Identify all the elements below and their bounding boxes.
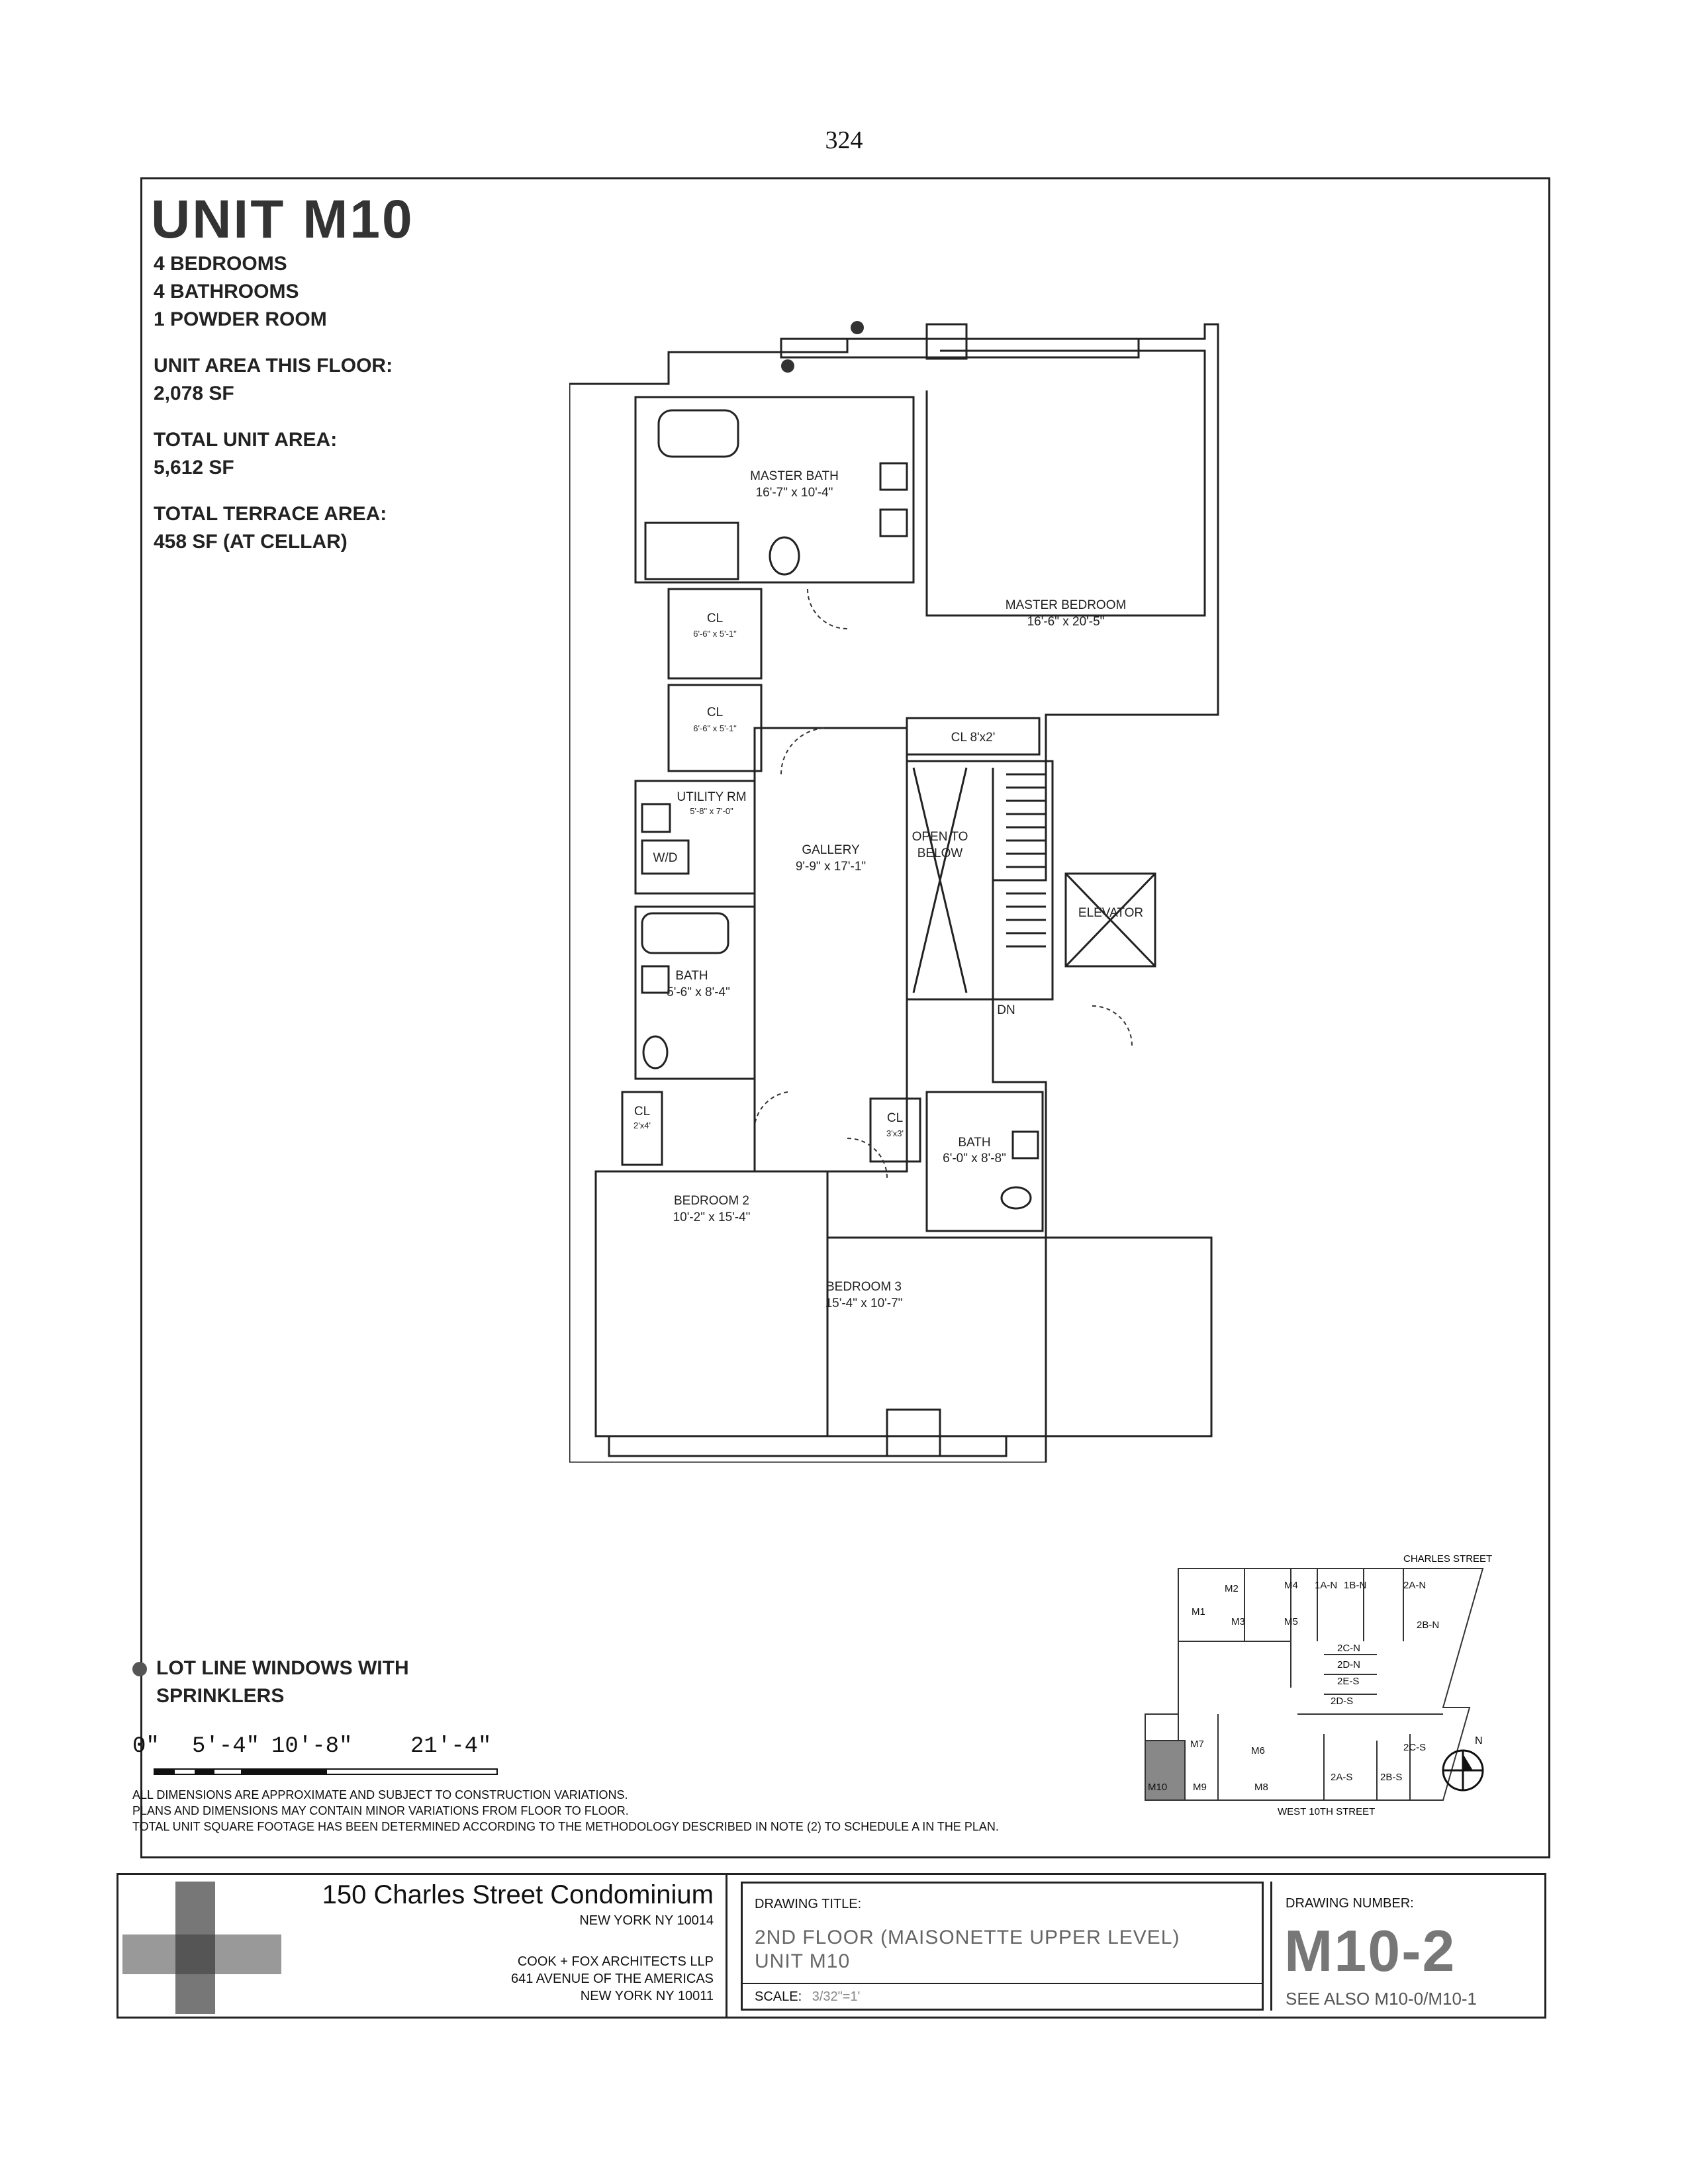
scale-row [743, 1983, 1262, 2010]
legend-line-2: SPRINKLERS [156, 1685, 285, 1707]
bedroom-3-label: BEDROOM 3 [825, 1280, 902, 1294]
bedroom-3-dims: 15'-4" x 10'-7" [825, 1297, 903, 1310]
scale-value: 3/32"=1' [812, 1989, 861, 2004]
legend [132, 1655, 409, 1710]
key-unit-m8: M8 [1254, 1782, 1268, 1793]
key-unit-m6: M6 [1251, 1745, 1265, 1756]
open-to-below-label-1: OPEN TO [912, 830, 968, 844]
floor-plan [569, 311, 1258, 1463]
terrace-area-label: TOTAL TERRACE AREA: [154, 503, 387, 525]
floor-area-value: 2,078 SF [154, 383, 234, 404]
key-unit-2dn: 2D-N [1337, 1659, 1361, 1670]
floor-area-label: UNIT AREA THIS FLOOR: [154, 355, 393, 377]
gallery-dims: 9'-9" x 17'-1" [795, 860, 867, 874]
logo-icon [122, 1882, 281, 2014]
stair-down-label: DN [997, 1003, 1015, 1017]
key-unit-2bn: 2B-N [1417, 1619, 1440, 1631]
bath-right-dims: 6'-0" x 8'-8" [943, 1152, 1006, 1165]
closet-1-dims: 6'-6" x 5'-1" [693, 629, 737, 639]
key-unit-2an: 2A-N [1403, 1580, 1427, 1591]
key-plan [1125, 1542, 1496, 1820]
master-bedroom-label: MASTER BEDROOM [1005, 598, 1127, 612]
drawing-title [755, 1926, 1180, 1974]
closet-1-label: CL [706, 612, 724, 625]
powder-room-count: 1 POWDER ROOM [154, 308, 327, 330]
bath-left-dims: 5'-6" x 8'-4" [667, 985, 730, 999]
condo-name: 150 Charles Street Condominium [322, 1880, 714, 1909]
bathroom-count: 4 BATHROOMS [154, 281, 299, 302]
key-unit-1bn: 1B-N [1344, 1580, 1367, 1591]
key-unit-m9: M9 [1193, 1782, 1207, 1793]
washer-dryer-label: W/D [653, 851, 678, 865]
architect-info [511, 1953, 714, 2005]
drawing-number: M10-2 [1284, 1918, 1456, 1983]
key-unit-m7: M7 [1190, 1739, 1204, 1750]
key-unit-2bs: 2B-S [1380, 1772, 1403, 1783]
total-area-value: 5,612 SF [154, 457, 234, 478]
key-street-top: CHARLES STREET [1403, 1553, 1493, 1565]
bedroom-2-dims: 10'-2" x 15'-4" [673, 1210, 751, 1224]
key-unit-2as: 2A-S [1331, 1772, 1353, 1783]
bedroom-count: 4 BEDROOMS [154, 253, 287, 275]
scale-tick-2: 10'-8" [271, 1734, 353, 1759]
scale-tick-1: 5'-4" [192, 1734, 260, 1759]
master-bath-label: MASTER BATH [750, 469, 839, 483]
open-to-below-label-2: BELOW [917, 846, 963, 860]
master-bath-dims: 16'-7" x 10'-4" [755, 486, 833, 500]
north-arrow-icon [1443, 1751, 1483, 1790]
closet-mid-label: CL [886, 1111, 904, 1125]
total-area-label: TOTAL UNIT AREA: [154, 429, 338, 451]
key-unit-2es: 2E-S [1337, 1676, 1360, 1687]
unit-title: UNIT M10 [151, 189, 414, 250]
key-unit-m10: M10 [1148, 1782, 1168, 1793]
note-3: TOTAL UNIT SQUARE FOOTAGE HAS BEEN DETERMINED ACCORDING TO THE METHODOLOGY DESCRIBED IN NOTE (2) TO SCHEDULE A IN THE PLAN. [132, 1820, 999, 1833]
key-unit-2ds: 2D-S [1331, 1696, 1354, 1707]
closet-small-label: CL [633, 1105, 651, 1118]
bedroom-2-label: BEDROOM 2 [673, 1194, 750, 1208]
closet-2-dims: 6'-6" x 5'-1" [693, 723, 737, 733]
note-1: ALL DIMENSIONS ARE APPROXIMATE AND SUBJECT TO CONSTRUCTION VARIATIONS. [132, 1788, 628, 1801]
architect-address-2: NEW YORK NY 10011 [580, 1989, 714, 2003]
project-panel [118, 1875, 727, 2017]
bath-right-label: BATH [958, 1136, 991, 1150]
drawing-title-panel [741, 1882, 1264, 2011]
scale-caption: SCALE: [755, 1989, 802, 2004]
closet-top-label: CL 8'x2' [951, 731, 996, 745]
key-unit-1an: 1A-N [1315, 1580, 1338, 1591]
drawing-title-caption: DRAWING TITLE: [755, 1897, 862, 1911]
notes [132, 1787, 999, 1835]
sprinkler-dot-icon [132, 1662, 147, 1676]
elevator-label: ELEVATOR [1078, 906, 1144, 920]
drawing-title-line-2: UNIT M10 [755, 1950, 851, 1972]
north-label: N [1475, 1735, 1483, 1747]
key-unit-m1: M1 [1192, 1606, 1205, 1617]
key-unit-m4: M4 [1284, 1580, 1298, 1591]
key-unit-2cs: 2C-S [1403, 1742, 1427, 1753]
drawing-title-line-1: 2ND FLOOR (MAISONETTE UPPER LEVEL) [755, 1927, 1180, 1948]
closet-2-label: CL [706, 705, 724, 719]
note-2: PLANS AND DIMENSIONS MAY CONTAIN MINOR VARIATIONS FROM FLOOR TO FLOOR. [132, 1804, 629, 1817]
drawing-number-panel [1270, 1882, 1542, 2011]
key-unit-m3: M3 [1231, 1616, 1245, 1627]
terrace-area-value: 458 SF (AT CELLAR) [154, 531, 348, 553]
architect-name: COOK + FOX ARCHITECTS LLP [517, 1954, 714, 1969]
closet-small-dims: 2'x4' [633, 1120, 651, 1130]
condo-city: NEW YORK NY 10014 [579, 1913, 714, 1928]
utility-room-dims: 5'-8" x 7'-0" [690, 806, 733, 816]
key-unit-m5: M5 [1284, 1616, 1298, 1627]
key-unit-2cn: 2C-N [1337, 1643, 1361, 1654]
key-street-bottom: WEST 10TH STREET [1278, 1806, 1376, 1817]
key-unit-m2: M2 [1225, 1583, 1239, 1594]
gallery-label: GALLERY [802, 843, 860, 857]
scale-bar [154, 1768, 498, 1775]
bath-left-label: BATH [675, 969, 708, 983]
page-number: 324 [825, 126, 863, 154]
unit-summary [154, 250, 393, 556]
utility-room-label: UTILITY RM [677, 790, 747, 804]
master-bedroom-dims: 16'-6" x 20'-5" [1027, 615, 1105, 629]
architect-address-1: 641 AVENUE OF THE AMERICAS [510, 1972, 714, 1986]
scale-tick-0: 0" [132, 1734, 160, 1759]
legend-line-1: LOT LINE WINDOWS WITH [156, 1657, 409, 1679]
closet-mid-dims: 3'x3' [886, 1128, 904, 1138]
title-block [117, 1873, 1546, 2019]
see-also: SEE ALSO M10-0/M10-1 [1286, 1989, 1477, 2009]
drawing-number-caption: DRAWING NUMBER: [1286, 1896, 1414, 1911]
scale-tick-3: 21'-4" [410, 1734, 492, 1759]
